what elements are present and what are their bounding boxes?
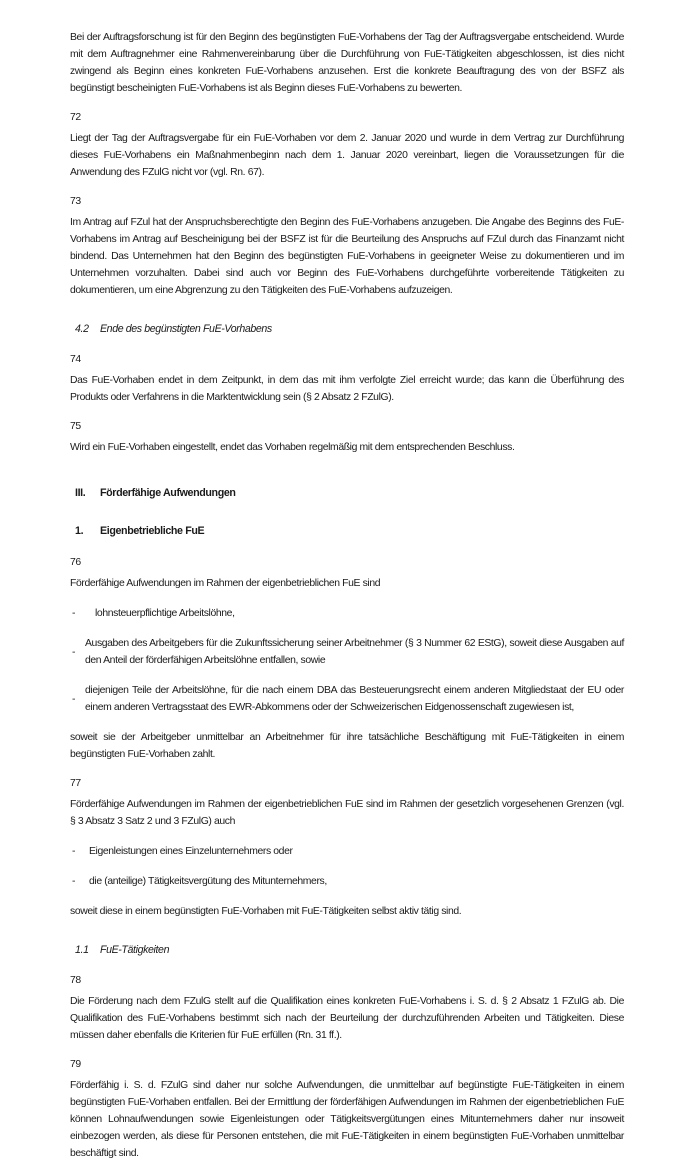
- margin-number-76: 76: [70, 557, 81, 568]
- bullet-marker: -: [72, 846, 76, 857]
- list-item: [70, 682, 624, 716]
- paragraph-72: Liegt der Tag der Auftragsvergabe für ein FuE-Vorhaben vor dem 2. Januar 2020 und wurde in dem Vertrag zur Durchführung dieses FuE-Vorhabens ein Maßnahmenbeginn nach dem 1. Januar 2020 vereinbart, liegen die Voraussetzungen für die Anwendung des FZulG nicht vor (vgl. Rn. 67).: [70, 133, 624, 178]
- paragraph-73: Im Antrag auf FZul hat der Anspruchsberechtigte den Beginn des FuE-Vorhabens anzugeben. Die Angabe des Beginns des FuE-Vorhabens im Antrag auf Bescheinigung bei der BSFZ ist für die Beurteilung des Anspruchs auf FZul durch das Finanzamt nicht bindend. Das Unternehmen hat den Beginn des begünstigten FuE-Vorhabens in geeigneter Weise zu dokumentieren und im Unternehmen vorzuhalten. Dabei sind auch vor Beginn des FuE-Vorhabens durchgeführte vorbereitende Tätigkeiten zu dokumentieren, um eine Abgrenzung zu den Tätigkeiten des FuE-Vorhabens aufzuzeigen.: [70, 217, 624, 296]
- heading-section-III: [70, 485, 624, 502]
- paragraph-76-continuation: soweit sie der Arbeitgeber unmittelbar an Arbeitnehmer für ihre tatsächliche Beschäftigung mit FuE-Tätigkeiten in einem begünstigten FuE-Vorhaben zahlt.: [70, 732, 624, 760]
- paragraph-71-body: Bei der Auftragsforschung ist für den Beginn des begünstigten FuE-Vorhabens der Tag der Auftragsvergabe entscheidend. Wurde mit dem Auftragnehmer eine Rahmenvereinbarung über die Durchführung von FuE-Tätigkeiten abgeschlossen, ist dies nicht zwingend als Beginn eines konkreten FuE-Vorhabens anzusehen. Erst die konkrete Beauftragung des von der BSFZ als begünstigt bescheinigten FuE-Vorhabens ist als Beginn dieses FuE-Vorhabens zu bewerten.: [70, 32, 624, 94]
- paragraph-74: Das FuE-Vorhaben endet in dem Zeitpunkt, in dem das mit ihm verfolgte Ziel erreicht wurde; das kann die Überführung des Produkts oder Verfahrens in die Marktentwicklung sein (§ 2 Absatz 2 FZulG).: [70, 375, 624, 403]
- margin-number-77: 77: [70, 778, 81, 789]
- paragraph-79: Förderfähig i. S. d. FZulG sind daher nur solche Aufwendungen, die unmittelbar auf begünstigte FuE-Tätigkeiten in einem begünstigten FuE-Vorhaben entfallen. Bei der Ermittlung der förderfähigen Aufwendungen im Rahmen der eigenbetrieblichen FuE können Lohnaufwendungen sowie Eigenleistungen oder Tätigkeitsvergütungen eines Mitunternehmers daher nur insoweit einbezogen werden, als diese für Personen entstehen, die mit FuE-Tätigkeiten in einem begünstigten FuE-Vorhaben unmittelbar beschäftigt sind.: [70, 1080, 624, 1159]
- bullet-marker: -: [72, 693, 76, 705]
- bullet-list-77: [70, 843, 624, 890]
- list-item-text: Ausgaben des Arbeitgebers für die Zukunftssicherung seiner Arbeitnehmer (§ 3 Nummer 62 EStG), soweit diese Ausgaben auf den Anteil der förderfähigen Arbeitslöhne entfallen, sowie: [85, 638, 624, 666]
- list-item: [70, 605, 624, 622]
- margin-number-75: 75: [70, 421, 81, 432]
- heading-number: 4.2: [75, 323, 89, 335]
- heading-number: III.: [75, 487, 86, 499]
- bullet-marker: -: [72, 608, 76, 619]
- bullet-marker: -: [72, 646, 76, 658]
- heading-label: Eigenbetriebliche FuE: [100, 525, 205, 537]
- heading-4-2: [70, 321, 624, 338]
- heading-number: 1.: [75, 525, 84, 537]
- heading-1-1: [70, 942, 624, 959]
- paragraph-75: Wird ein FuE-Vorhaben eingestellt, endet das Vorhaben regelmäßig mit dem entsprechenden Beschluss.: [70, 442, 515, 453]
- heading-subsection-1: [70, 523, 624, 540]
- list-item-text: diejenigen Teile der Arbeitslöhne, für die nach einem DBA das Besteuerungsrecht einem anderen Mitgliedstaat der EU oder einem anderen Vertragsstaat des EWR-Abkommens oder der Schweizerischen Eidgenossenschaft zugewiesen ist,: [85, 685, 624, 713]
- paragraph-76-intro: Förderfähige Aufwendungen im Rahmen der eigenbetrieblichen FuE sind: [70, 578, 381, 589]
- heading-number: 1.1: [75, 944, 89, 956]
- list-item: [70, 843, 624, 860]
- margin-number-79: 79: [70, 1059, 81, 1070]
- margin-number-78: 78: [70, 975, 81, 986]
- margin-number-73: 73: [70, 196, 81, 207]
- list-item-text: lohnsteuerpflichtige Arbeitslöhne,: [95, 608, 235, 619]
- bullet-list-76: [70, 605, 624, 716]
- margin-number-72: 72: [70, 112, 81, 123]
- heading-label: FuE-Tätigkeiten: [100, 944, 170, 956]
- paragraph-78: Die Förderung nach dem FZulG stellt auf die Qualifikation eines konkreten FuE-Vorhabens i. S. d. § 2 Absatz 1 FZulG ab. Die Qualifikation des FuE-Vorhabens bestimmt sich nach der Beurteilung der durchzuführenden Arbeiten und Tätigkeiten. Diese müssen daher ebenfalls die Kriterien für FuE erfüllen (Rn. 31 ff.).: [70, 996, 624, 1041]
- heading-label: Förderfähige Aufwendungen: [100, 487, 236, 499]
- heading-label: Ende des begünstigten FuE-Vorhabens: [100, 323, 272, 335]
- paragraph-77-intro: Förderfähige Aufwendungen im Rahmen der eigenbetrieblichen FuE sind im Rahmen der gesetzlich vorgesehenen Grenzen (vgl. § 3 Absatz 3 Satz 2 und 3 FZulG) auch: [70, 799, 624, 827]
- margin-number-74: 74: [70, 354, 81, 365]
- list-item-text: Eigenleistungen eines Einzelunternehmers oder: [89, 846, 293, 857]
- list-item: [70, 873, 624, 890]
- list-item: [70, 635, 624, 669]
- paragraph-77-continuation: soweit diese in einem begünstigten FuE-Vorhaben mit FuE-Tätigkeiten selbst aktiv tätig sind.: [70, 906, 462, 917]
- list-item-text: die (anteilige) Tätigkeitsvergütung des Mitunternehmers,: [89, 876, 327, 887]
- bullet-marker: -: [72, 876, 76, 887]
